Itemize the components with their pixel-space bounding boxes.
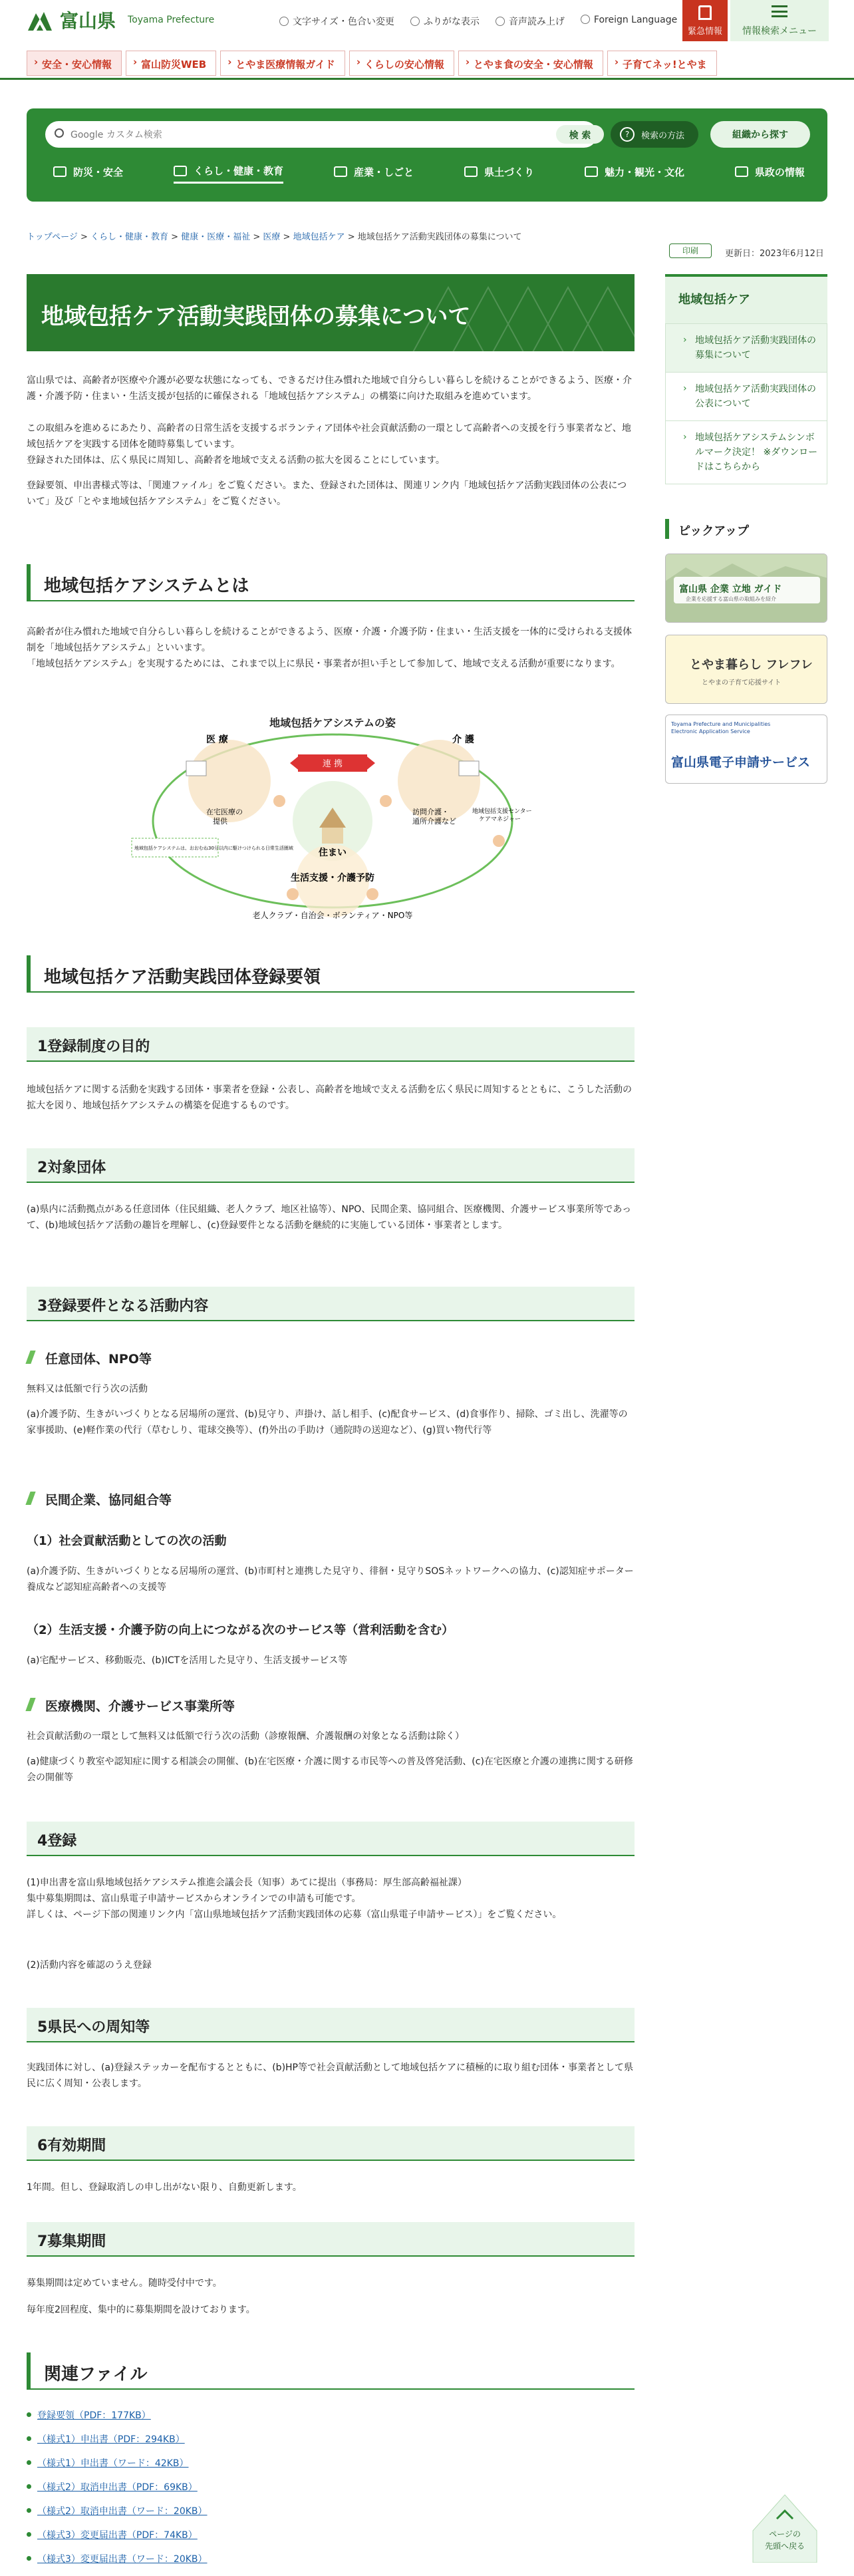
activities-company-heading: 民間企業、協同組合等	[27, 1490, 635, 1508]
search-button[interactable]: 検 索	[556, 125, 604, 144]
breadcrumb-health[interactable]: 健康・医療・福祉	[181, 232, 251, 242]
intro-paragraph-3: 登録された団体は、広く県民に周知し、高齢者を地域で支える活動の拡大を図ることにしています。	[27, 455, 445, 466]
diagram-center: 地域包括支援センター	[472, 808, 532, 815]
file-link-3[interactable]: （様式2）取消申出書（PDF：69KB）	[37, 2482, 198, 2493]
breadcrumb-current: 地域包括ケア活動実践団体の募集について	[357, 232, 522, 242]
nav-item-disaster[interactable]: 防災・安全	[53, 164, 123, 184]
diagram-note: 地域包括ケアシステムは、おおむね30分以内に駆けつけられる日常生活圏域	[134, 846, 293, 851]
print-button[interactable]: 印刷	[669, 243, 712, 258]
info-search-menu-button[interactable]: 情報検索メニュー	[730, 0, 829, 41]
diagram-center-2: ケアマネジャー	[479, 816, 521, 823]
sidebar	[665, 274, 827, 484]
safety-links	[27, 51, 721, 76]
sidebar-item-symbol[interactable]: › 地域包括ケアシステムシンボルマーク決定！ ※ダウンロードはこちらから	[666, 420, 827, 484]
heading-publicity: 5県民への周知等	[27, 2008, 635, 2042]
file-link-1[interactable]: （様式1）申出書（PDF：294KB）	[37, 2434, 185, 2445]
registration-text-4: (2)活動内容を確認のうえ登録	[27, 1960, 152, 1971]
file-item	[27, 2432, 635, 2446]
registration-text-2: 集中募集期間は、富山県電子申請サービスからオンラインでの申請も可能です。	[27, 1893, 361, 1904]
sidebar-item-recruit[interactable]: › 地域包括ケア活動実践団体の募集について	[666, 323, 827, 372]
section-heading-system: 地域包括ケアシステムとは	[27, 564, 635, 601]
safety-link-0[interactable]: › 安全・安心情報	[27, 51, 122, 76]
voice-link[interactable]: 音声読み上げ	[496, 15, 565, 28]
diagram-home: 住まい	[319, 848, 347, 858]
target-text: (a)県内に活動拠点がある任意団体（住民組織、老人クラブ、地区社協等）、NPO、民間企業、協同組合、医療機関、介護サービス事業所等であって、(b)地域包括ケア活動の趣旨を理解し、(c)登録要件となる活動を継続的に実施している団体・事業者とします。	[27, 1204, 632, 1231]
section-heading-registration: 地域包括ケア活動実践団体登録要領	[27, 955, 635, 993]
activities-medical-list: (a)健康づくり教室や認知症に関する相談会の開催、(b)在宅医療・介護に関する市民等への普及啓発活動、(c)在宅医療と介護の連携に関する研修会の開催等	[27, 1756, 633, 1783]
search-placeholder: Google カスタム検索	[71, 130, 162, 140]
file-item	[27, 2552, 635, 2565]
nav-item-tourism[interactable]: 魅力・観光・文化	[585, 164, 684, 184]
breadcrumb-top[interactable]: トップページ	[27, 232, 78, 242]
diagram-visit-care-2: 通所介護など	[412, 817, 456, 826]
font-color-link[interactable]: 文字サイズ・色合い変更	[279, 15, 394, 28]
updated-date: 更新日：2023年6月12日	[725, 249, 824, 259]
system-paragraph-1: 高齢者が住み慣れた地域で自分らしい暮らしを続けることができるよう、医療・介護・介護予防・住まい・生活支援を一体的に受けられる支援体制を「地域包括ケアシステム」といいます。	[27, 627, 632, 653]
search-input[interactable]	[45, 121, 597, 148]
search-icon	[55, 128, 64, 138]
period-text-1: 募集期間は定めていません。随時受付中です。	[27, 2278, 222, 2289]
file-item	[27, 2408, 635, 2422]
furigana-icon	[410, 17, 420, 26]
activities-medical-lead: 社会貢献活動の一環として無料又は低額で行う次の活動（診療報酬、介護報酬の対象となる活動は除く）	[27, 1731, 464, 1742]
registration-text-3: 詳しくは、ページ下部の関連リンク内「富山県地域包括ケア活動実践団体の応募（富山県電子申請サービス）」をご覧ください。	[27, 1909, 562, 1920]
section-heading-files: 関連ファイル	[27, 2352, 635, 2390]
emergency-button[interactable]: 緊急情報	[682, 0, 728, 41]
diagram-bottom: 老人クラブ・自治会・ボランティア・NPO等	[252, 911, 413, 920]
banner-childcare-sub: とやまの子育て応援サイト	[702, 679, 782, 687]
sidebar-heading[interactable]: 地域包括ケア	[665, 274, 827, 323]
logo-name: 富山県	[60, 10, 116, 32]
activities-company-sub1: （1）社会貢献活動としての次の活動	[27, 1534, 227, 1548]
text-size-icon	[279, 17, 289, 26]
file-list	[27, 2408, 635, 2576]
nav-item-government[interactable]: 県政の情報	[735, 164, 805, 184]
diagram-support: 生活支援・介護予防	[291, 873, 374, 884]
page-title: 地域包括ケア活動実践団体の募集について	[27, 274, 635, 351]
file-item	[27, 2480, 635, 2494]
sidebar-list	[665, 323, 827, 484]
activities-company-sub2: （2）生活支援・介護予防の向上につながる次のサービス等（営利活動を含む）	[27, 1623, 454, 1637]
nav-item-living[interactable]: くらし・健康・教育	[174, 164, 283, 184]
page-top-button[interactable]	[752, 2491, 818, 2563]
safety-link-2[interactable]: › とやま医療情報ガイド	[220, 51, 345, 76]
file-item	[27, 2528, 635, 2541]
safety-link-1[interactable]: › 富山防災WEB	[126, 51, 216, 76]
heading-registration: 4登録	[27, 1822, 635, 1856]
diagram-home-medical-2: 提供	[213, 817, 227, 826]
utility-links	[279, 15, 677, 28]
intro-paragraph-1: 富山県では、高齢者が医療や介護が必要な状態になっても、できるだけ住み慣れた地域で自分らしい暮らしを続けることができるよう、医療・介護・介護予防・住まい・生活支援が包括的に確保される「地域包括ケアシステム」の構築に向けた取組みを進めています。	[27, 375, 632, 402]
activities-company-list1: (a)介護予防、生きがいづくりとなる居場所の運営、(b)市町村と連携した見守り、徘徊・見守りSOSネットワークへの協力、(c)認知症サポーター養成など認知症高齢者への支援等	[27, 1566, 634, 1593]
government-icon	[735, 166, 748, 177]
heading-target: 2対象団体	[27, 1148, 635, 1183]
file-link-2[interactable]: （様式1）申出書（ワード：42KB）	[37, 2458, 189, 2469]
search-howto-button[interactable]: ? 検索の方法	[611, 121, 698, 148]
safety-link-4[interactable]: › とやま食の安全・安心情報	[458, 51, 603, 76]
question-icon: ?	[620, 127, 635, 142]
file-item	[27, 2456, 635, 2470]
safety-link-3[interactable]: › くらしの安心情報	[349, 51, 454, 76]
people-icon	[174, 166, 187, 176]
diagram-link: 連 携	[322, 759, 343, 769]
heading-validity: 6有効期間	[27, 2126, 635, 2161]
nav-item-land[interactable]: 県土づくり	[464, 164, 534, 184]
diagram-home-medical: 在宅医療の	[206, 808, 243, 816]
publicity-text: 実践団体に対し、(a)登録ステッカーを配布するとともに、(b)HP等で社会貢献活動として地域包括ケアに積極的に取り組む団体・事業者として県民に広く周知・公表します。	[27, 2062, 633, 2089]
menu-icon	[772, 5, 787, 17]
global-nav	[53, 164, 805, 184]
site-logo[interactable]	[27, 7, 214, 33]
building-icon	[334, 166, 347, 177]
globe-icon	[581, 15, 590, 24]
safety-link-5[interactable]: › 子育てネッ!とやま	[607, 51, 717, 76]
title-pattern	[408, 274, 635, 351]
file-link-0[interactable]: 登録要領（PDF：177KB）	[37, 2410, 151, 2421]
nav-item-industry[interactable]: 産業・しごと	[334, 164, 414, 184]
pickup-heading: ピックアップ	[665, 519, 827, 539]
furigana-link[interactable]: ふりがな表示	[410, 15, 480, 28]
page-top-label-2: 先頭へ戻る	[764, 2541, 805, 2551]
banner-industry-guide[interactable]	[665, 554, 827, 623]
care-system-diagram	[126, 715, 539, 923]
file-link-6[interactable]: （様式3）変更届出書（ワード：20KB）	[37, 2554, 208, 2565]
page-top-label-1: ページの	[769, 2529, 801, 2539]
heading-activities: 3登録要件となる活動内容	[27, 1287, 635, 1321]
activities-medical-heading: 医療機関、介護サービス事業所等	[27, 1696, 635, 1714]
diagram-visit-care: 訪問介護・	[412, 808, 449, 816]
banner-eapp-en: Toyama Prefecture and Municipalities Electronic Application Service	[671, 721, 771, 734]
diagram-medical: 医 療	[206, 734, 228, 745]
file-link-5[interactable]: （様式3）変更届出書（PDF：74KB）	[37, 2530, 198, 2541]
banner-e-application[interactable]	[665, 715, 827, 784]
heading-period: 7募集期間	[27, 2222, 635, 2257]
breadcrumb-care[interactable]: 地域包括ケア	[293, 232, 345, 242]
sidebar-item-publish[interactable]: › 地域包括ケア活動実践団体の公表について	[666, 372, 827, 420]
activities-voluntary-list: (a)介護予防、生きがいづくりとなる居場所の運営、(b)見守り、声掛け、話し相手、(c)配食サービス、(d)食事作り、掃除、ゴミ出し、洗濯等の家事援助、(e)軽作業の代行（草むしり、電球交換等）、(f)外出の手助け（通院時の送迎など）、(g)買い物代行等	[27, 1409, 628, 1436]
org-search-button[interactable]: 組織から探す	[710, 121, 810, 148]
mountain-icon	[464, 166, 478, 177]
language-link[interactable]: Foreign Language	[581, 15, 677, 28]
banner-childcare-title: とやま暮らし フレフレ	[690, 658, 813, 672]
activities-voluntary-heading: 任意団体、NPO等	[27, 1349, 635, 1367]
breadcrumb-living[interactable]: くらし・健康・教育	[90, 232, 169, 242]
shield-icon	[53, 166, 67, 177]
banner-eapp-title: 富山県電子申請サービス	[671, 755, 811, 770]
file-link-4[interactable]: （様式2）取消申出書（ワード：20KB）	[37, 2506, 208, 2517]
intro-paragraph-4: 登録要領、申出書様式等は、「関連ファイル」をご覧ください。また、登録された団体は、関連リンク内「地域包括ケア活動実践団体の公表について」及び「とやま地域包括ケアシステム」をご覧ください。	[27, 480, 627, 507]
breadcrumb: トップページ > くらし・健康・教育 > 健康・医療・福祉 > 医療 > 地域包括ケア > 地域包括ケア活動実践団体の募集について	[27, 232, 522, 242]
validity-text: 1年間。但し、登録取消しの申し出がない限り、自動更新します。	[27, 2182, 302, 2193]
banner-industry-title: 富山県 企業 立地 ガイド	[679, 584, 782, 595]
sun-icon	[585, 166, 598, 177]
diagram-title: 地域包括ケアシステムの姿	[269, 717, 396, 729]
intro-paragraph-2: この取組みを進めるにあたり、高齢者の日常生活を支援するボランティア団体や社会貢献活動の一環として高齢者への支援を行う事業者など、地域包括ケアを実践する団体を随時募集しています。	[27, 423, 631, 450]
banner-industry-sub: 企業を応援する富山県の取組みを紹介	[686, 596, 776, 602]
registration-text-1: (1)申出書を富山県地域包括ケアシステム推進会議会長（知事）あてに提出（事務局：厚生部高齢福祉課）	[27, 1877, 467, 1888]
breadcrumb-medical[interactable]: 医療	[263, 232, 281, 242]
prefecture-logo-icon	[27, 7, 53, 33]
system-paragraph-2: 「地域包括ケアシステム」を実現するためには、これまで以上に県民・事業者が担い手として参加して、地域で支える活動が重要になります。	[27, 659, 621, 669]
activities-voluntary-lead: 無料又は低額で行う次の活動	[27, 1384, 148, 1394]
diagram-care: 介 護	[452, 734, 474, 745]
page-top-icon	[752, 2491, 818, 2563]
file-item	[27, 2504, 635, 2517]
alert-light-icon	[698, 5, 712, 20]
activities-company-list2: (a)宅配サービス、移動販売、(b)ICTを活用した見守り、生活支援サービス等	[27, 1655, 348, 1666]
purpose-text: 地域包括ケアに関する活動を実践する団体・事業者を登録・公表し、高齢者を地域で支える活動を広く県民に周知するとともに、こうした活動の拡大を図り、地域包括ケアシステムの構築を促進するものです。	[27, 1084, 632, 1111]
period-text-2: 毎年度2回程度、集中的に募集期間を設けております。	[27, 2305, 255, 2315]
logo-english: Toyama Prefecture	[128, 15, 215, 25]
heading-purpose: 1登録制度の目的	[27, 1027, 635, 1062]
site-header	[0, 0, 854, 40]
banner-childcare[interactable]	[665, 635, 827, 704]
speaker-icon	[496, 17, 505, 26]
